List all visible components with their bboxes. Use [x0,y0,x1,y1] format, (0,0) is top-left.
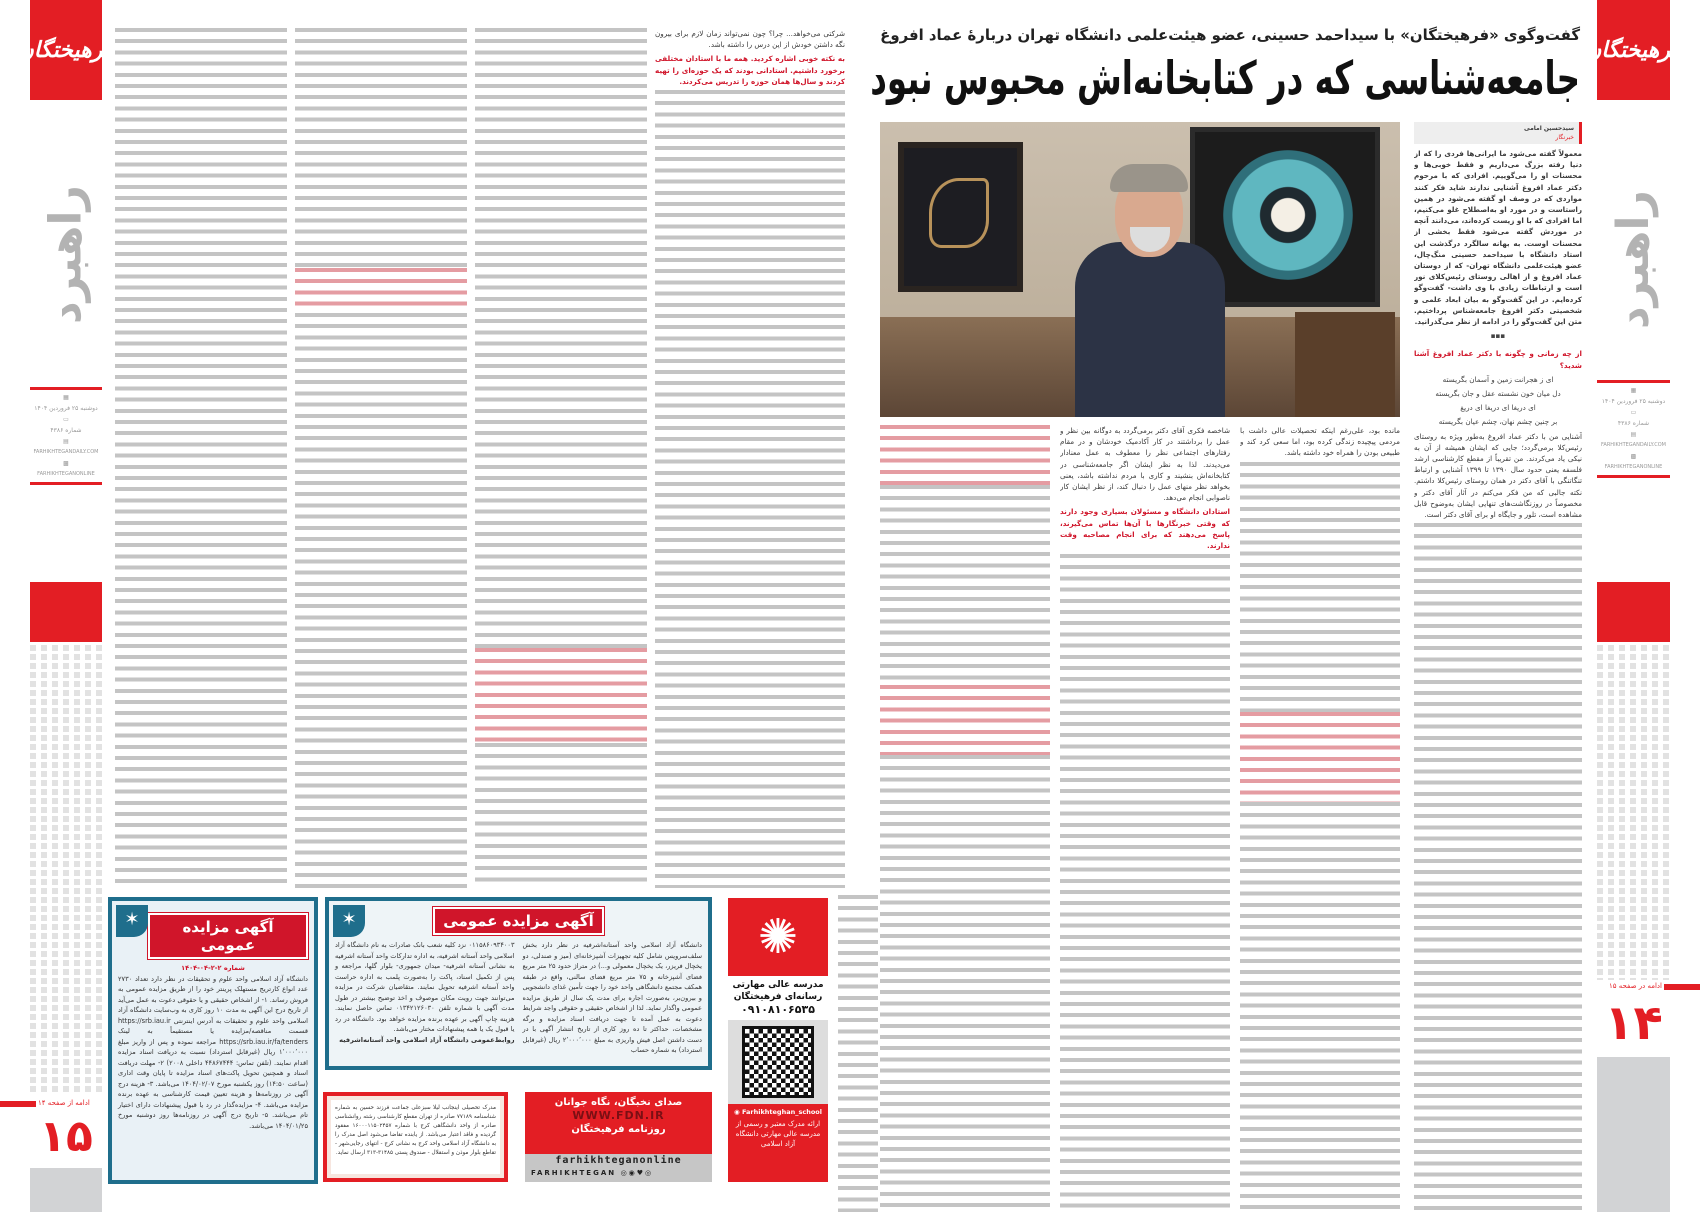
poem-line: ای ز هجرانت زمین و آسمان بگریسته [1442,374,1554,384]
body-text [1240,802,1400,1212]
highlighted-text [880,685,1050,755]
newspaper-logo-left: فرهیختگان [30,0,102,100]
fdn-name: روزنامه فرهیختگان [571,1124,666,1135]
fdn-online: farhikhteganonline [555,1155,682,1166]
qr-code[interactable] [728,1020,828,1104]
issue-info-left [30,385,102,487]
newspaper-icon: ▭ [1630,409,1637,416]
ad-title: آگهی مزایده عمومی [148,913,308,959]
grey-block [1597,1057,1670,1212]
notice-text: مدرک تحصیلی اینجانب لیلا سبزعلی جماعت فرزند حسین به شماره شناسنامه ۷۷۱۸۹ صادره از تهران مقطع کارشناسی رشته روانشناسی صادره از واحد دانشگاهی کرج با شماره ۱۶۰۰۰۱۱۵۰۲۴۵۷ مفقود گردیده و فاقد اعتبار می‌باشد. از یابنده تقاضا می‌شود اصل مدرک را به دانشگاه آزاد اسلامی واحد کرج به نشانی کرج - انتهای رجایی‌شهر - تقاطع بلوار موذن و استقلال - صندوق پستی ۳۱۴۸۵-۳۱۳ ارسال نماید. [331,1100,500,1174]
newspaper-logo-right: فرهیختگان [1597,0,1670,100]
page-number-left: ۱۵ [39,1111,93,1162]
auction-ad-1 [108,897,318,1184]
answer-1: آشنایی من با دکتر عماد افروغ به‌طور ویژه به روستای رئیس‌کلا برمی‌گردد؛ جایی که ایشان همیشه از آن به نیکی یاد می‌کردند. من تقریباً از مقطع کارشناسی ارشد فلسفه یعنی حدود سال ۱۳۹۰ تا ۱۳۹۹ آشنایی و ارتباط تنگاتنگی با آقای دکتر در همان روستای رئیس‌کلا داشتم. نکته جالبی که من فکر می‌کنم در آثار آقای دکتر و مخصوصاً در روزنگاشت‌های تنهایی ایشان به‌وضوح قابل مشاهده است، تلور و جایگاه او برای آقای دکتر است. [1414,431,1582,520]
highlighted-paragraph: استادان دانشگاه و مسئولان بسیاری وجود دارند که وقتی خبرنگارها با آن‌ها تماس می‌گیرند، پاسخ می‌دهند که برای انجام مصاحبه وقت ندارند. [1060,507,1230,551]
paragraph: شرکتی می‌خواهد... چرا؟ چون نمی‌تواند زمان لازم برای بیرون نگه داشتن خودش از این درس را داشته باشد. [655,29,845,50]
section-title-right: راهبرد [1608,190,1659,330]
author-role: خبرنگار [1555,134,1574,141]
body-text [115,28,287,888]
body-text [295,28,467,268]
body-text [1240,462,1400,712]
issue-label: شماره ۴۳۸۶ [1617,420,1650,427]
university-logo-icon: ✶ [116,905,148,937]
person-body [1075,242,1225,417]
paragraph: شاخصه فکری آقای دکتر برمی‌گردد به دوگانه بین نظر و عمل را برداشتند در کار آکادمیک خودشان و در مقام رفتارهای اجتماعی نظر را معطوف به عمل معنادار می‌دیدند. لذا به نظر ایشان اگر جامعه‌شناسی در کتابخانه‌اش بنشیند و کاری با مردم نداشته باشد، یعنی بخواهد نظر منهای عمل را دنبال کند، از نظر ایشان کار ناصوابی انجام می‌دهد. [1060,426,1230,503]
poem-line: ای دریغا ای دریغا ای دریغ [1460,403,1536,413]
fdn-ad [525,1092,712,1182]
article-kicker: گفت‌وگوی «فرهیختگان» با سیداحمد حسینی، عضو هیئت‌علمی دانشگاه تهران دربارهٔ عماد افروغ [880,26,1580,44]
website-link[interactable]: FARHIKHTEGANDAILY.COM [33,449,99,455]
ad-body-right: دانشگاه آزاد اسلامی واحد آستانه‌اشرفیه در نظر دارد بخش سلف‌سرویس شامل کلیه تجهیزات آشپزخانه‌ای (میز و صندلی، دو یخچال فریزر، یک یخچال معمولی و...) در متراژ حدود ۲۵ متر مربع فضای آشپزخانه و ۷۵ متر مربع فضای سالنی، واقع در طبقه همکف مجتمع دانشگاهی واحد خود را جهت تأمین غذای دانشجویی و بیرون‌بر، به‌صورت اجاره برای مدت یک سال از طریق مزایده عمومی واگذار نماید. لذا از اشخاص حقیقی و حقوقی واجد شرایط دعوت به عمل آمده تا جهت دریافت اسناد مزایده و برگه مشخصات، حداکثر تا ده روز کاری از تاریخ انتشار آگهی با در دست داشتن اصل فیش واریزی به مبلغ ۲٬۰۰۰٬۰۰۰ ریال (غیرقابل استرداد) به شماره حساب [522,941,702,1054]
social-handle[interactable]: FARHIKHTEGANONLINE [1604,464,1663,470]
school-title-2: رسانه‌ای فرهیختگان [733,992,823,1002]
article-column-2 [1240,425,1400,1212]
ad-signature: روابط‌عمومی دانشگاه آزاد اسلامی واحد آستانه‌اشرفیه [339,1035,515,1044]
body-text [655,90,845,888]
left-page-column-3 [295,28,467,888]
handle-text: Farhikhteghan_school [741,1108,822,1116]
fdn-brand [525,1167,712,1179]
article-headline: جامعه‌شناسی که در کتابخانه‌اش محبوس نبود [870,51,1580,105]
body-text [880,485,1050,685]
section-title-left: راهبرد [40,185,92,325]
divider [30,387,102,390]
website-link[interactable]: FARHIKHTEGANDAILY.COM [1601,442,1666,448]
author-name: سیدحسین امامی [1524,125,1574,132]
ad-number: شماره ۲-۲-۰۴-۱۴۰۴ [181,964,245,972]
column-continuation [838,895,878,1212]
article-column-1 [1414,122,1582,1212]
body-text [838,895,878,1212]
page-number-right: ۱۴ [1604,995,1663,1051]
fdn-brand-text: FARHIKHTEGAN [531,1169,617,1177]
qr-pattern [742,1026,814,1098]
divider [1597,475,1670,478]
continued-label: ادامه در صفحه ۱۵ [1609,982,1662,990]
question-1: از چه زمانی و چگونه با دکتر عماد افروغ آشنا شدید؟ [1414,349,1582,370]
highlighted-paragraph: به نکته خوبی اشاره کردید. همه ما با استادان مختلفی برخورد داشتیم. استادانی بودند که یک حوزه‌ای را تهیه کردند و سال‌ها همان حوزه را تدریس می‌کردند. [655,54,845,86]
ad-body: دانشگاه آزاد اسلامی واحد علوم و تحقیقات در نظر دارد تعداد ۲۷۳۰ عدد انواع کارتریج مستهلک پرینتر خود را از طریق مزایده عمومی به فروش رساند. ۱- از اشخاص حقیقی و یا حقوقی دعوت به عمل می‌آید از تاریخ درج این آگهی به مدت ۱۰ روز کاری به وب‌سایت دانشگاه آزاد اسلامی واحد علوم و تحقیقات به آدرس اینترنتی https://srb.iau.ir قسمت مناقصه/مزایده یا مستقیماً به لینک https://srb.iau.ir/fa/tenders مراجعه نموده و پس از واریز مبلغ ۱٬۰۰۰٬۰۰۰ ریال (غیرقابل استرداد) نسبت به دریافت اسناد مزایده اقدام نمایند. (تلفن تماس: ۴۴۸۶۷۴۴۴ داخلی ۲۰۰۸) ۲- مهلت دریافت اسناد و همچنین تحویل پاکت‌های اسناد مزایده تا پایان وقت اداری (ساعت ۱۴:۵۰) روز یکشنبه مورخ ۱۴۰۴/۰۲/۰۷ می‌باشد. ۳- هزینه درج آگهی در روزنامه‌ها و هزینه تعیین قیمت کارشناسی به عهده برنده مزایده می‌باشد. ۴- مزایده‌گذار در رد یا قبول پیشنهادات دارای اختیار تام می‌باشد. ۵- تاریخ درج آگهی در روزنامه‌ها روز دوشنبه مورخ ۱۴۰۴/۰۱/۲۵ می‌باشد. [118,974,308,1130]
decorative-stripes [1597,645,1670,980]
poem-line: بر چنین چشم نهان، چشم عیان بگریسته [1438,417,1558,427]
qr-icon: ▩ [63,460,69,467]
left-page-column-2 [475,28,647,888]
fdn-slogan: صدای نخبگان، نگاه جوانان [554,1097,683,1108]
calendar-icon: ▦ [1630,387,1637,394]
social-icons: ◎◉♥◎ [620,1169,654,1177]
body-text [1060,554,1230,1212]
web-icon: ▤ [1630,431,1637,438]
divider [30,482,102,485]
school-logo-icon: ✺ [757,909,799,965]
wooden-chair [1295,312,1395,417]
red-block [1597,582,1670,642]
byline [1414,122,1582,144]
article-column-4 [880,425,1050,1212]
grey-block [30,1168,102,1212]
highlighted-text [880,425,1050,485]
continue-bar [1664,984,1700,990]
body-text [475,28,647,648]
article-column-3 [1060,425,1230,1212]
web-icon: ▤ [63,438,69,445]
school-ad [728,898,828,1182]
calendar-icon: ▦ [63,394,69,401]
fdn-url[interactable]: WWW.FDN.IR [572,1109,665,1122]
auction-ad-2 [325,897,712,1070]
date-label: دوشنبه ۲۵ فروردین ۱۴۰۴ [1601,398,1666,405]
left-page-column-4 [115,28,287,888]
qr-icon: ▩ [1630,453,1637,460]
article-intro: معمولاً گفته می‌شود ما ایرانی‌ها فردی را که از دنیا رفته بزرگ می‌داریم و فقط خوبی‌ها و محسنات او را می‌گوییم. افرادی که با مرحوم دکتر عماد افروغ آشنایی ندارند شاید فکر کنند مواردی که در وصف او گفته می‌شود در همین راستاست و در مورد او به‌اصطلاح غلو می‌کنیم، اما افرادی که با او زیست کرده‌اند، می‌دانند آنچه در موردش گفته می‌شود فقط بخشی از محسنات اوست. به بهانه سالگرد درگذشت این استاد دانشگاه با سیداحمد حسینی منگ‌چال، عضو هیئت‌علمی دانشگاه تهران- که از دوستان عماد افروغ و از اهالی روستای رئیس‌کلای نور است و ارتباطات زیادی با وی داشت- گفت‌وگو کرده‌ایم. در این گفت‌وگو به بیان ابعاد علمی و شخصیتی دکتر افروغ جامعه‌شناس پرداختیم. متن این گفت‌وگو را در ادامه از نظر می‌گذرانید. [1414,149,1582,327]
highlighted-text [475,648,647,743]
calligraphy-art [929,178,989,248]
date-label: دوشنبه ۲۵ فروردین ۱۴۰۴ [34,405,98,412]
body-text [1414,523,1582,1212]
calligraphy-frame [898,142,1023,292]
body-text [880,755,1050,1212]
person-cap [1110,164,1188,192]
divider [1597,380,1670,383]
left-page-column-1 [655,28,845,888]
issue-info-right [1597,378,1670,480]
continued-label: ادامه از صفحه ۱۴ [38,1099,90,1107]
issue-label: شماره ۴۳۸۶ [50,427,82,434]
continue-bar [0,1101,36,1107]
school-handle[interactable]: ◉ Farhikhteghan_school [734,1108,822,1116]
paragraph: مانده بود، علی‌رغم اینکه تحصیلات عالی داشت با مردمی پیچیده زندگی کرده بود، اما سعی کرد کند و طبیعی بودن را همراه خود داشته باشد. [1240,426,1400,458]
highlighted-text [295,268,467,313]
school-info [728,976,828,1020]
mandala-art [1223,150,1353,280]
poem-line: دل میان خون نشسته عقل و جان بگریسته [1435,389,1561,399]
body-text [295,313,467,888]
school-title-1: مدرسه عالی مهارتی [732,980,824,990]
newspaper-icon: ▭ [63,416,69,423]
decorative-stripes [30,645,102,1095]
ad-body-left: ۰۱۱۵۸۶۰۹۳۴۰۰۳ نزد کلیه شعب بانک صادرات به نام دانشگاه آزاد اسلامی واحد آستانه اشرفیه، به اداره تدارکات واحد آستانه اشرفیه به نشانی آستانه اشرفیه- میدان جمهوری- بلوار گلها، مراجعه و پس از تکمیل اسناد، پاکت را به‌صورت پلمب به اداره حراست واحد آستانه اشرفیه تحویل نمایند. متقاضیان شرکت در مزایده می‌توانند جهت رویت مکان موصوف و اخذ توضیح بیشتر در طول مدت آگهی با شماره تلفن ۰۱۳۴۲۱۲۶۰۳۰ تماس حاصل نمایند. هزینه چاپ آگهی بر عهده برنده مزایده خواهد بود. دانشگاه در رد یا قبول یک یا همه پیشنهادات مختار می‌باشد. [335,941,515,1033]
school-phone: ۰۹۱۰۸۱۰۶۵۳۵ [741,1003,815,1016]
red-block [30,582,102,642]
fdn-footer [525,1154,712,1182]
article-photo [880,122,1400,417]
ad-title: آگهی مزایده عمومی [433,907,603,935]
highlighted-text [1240,712,1400,802]
university-logo-icon: ✶ [333,905,365,937]
lost-document-notice [323,1092,508,1182]
social-handle[interactable]: FARHIKHTEGANONLINE [37,471,95,477]
school-note: ارائه مدرک معتبر و رسمی از مدرسه عالی مهارتی دانشگاه آزاد اسلامی [735,1120,821,1148]
separator: ▪▪▪ [1490,331,1506,341]
body-text [475,743,647,888]
